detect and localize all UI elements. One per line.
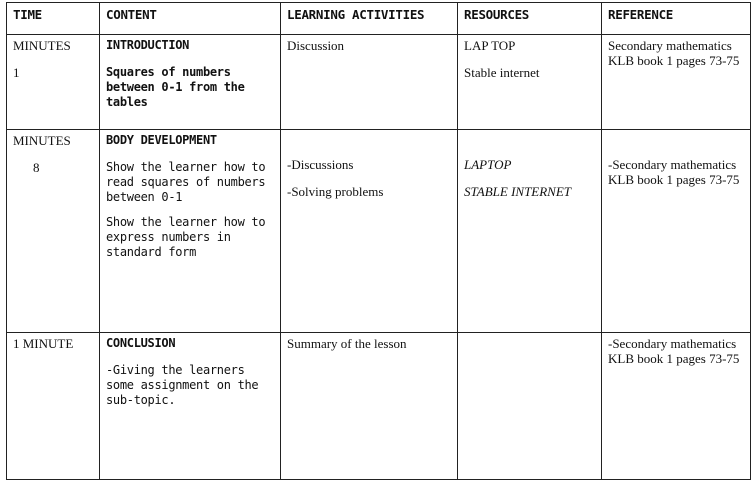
time-value: 1 <box>13 65 20 81</box>
content-line: Squares of numbers between 0-1 from the tables <box>106 65 245 110</box>
time-value: 8 <box>33 160 40 176</box>
content-cell <box>100 333 281 480</box>
table-row <box>7 333 751 480</box>
time-cell <box>7 130 100 333</box>
resource-item: STABLE INTERNET <box>464 184 572 200</box>
header-time: TIME <box>7 3 100 35</box>
content-cell <box>100 130 281 333</box>
header-activities: LEARNING ACTIVITIES <box>281 3 458 35</box>
header-row <box>7 3 751 35</box>
activity-item: -Discussions <box>287 157 354 173</box>
activities-cell <box>281 35 458 130</box>
content-cell <box>100 35 281 130</box>
content-title: CONCLUSION <box>106 336 176 351</box>
activity-item: -Solving problems <box>287 184 384 200</box>
reference-text: -Secondary mathematics KLB book 1 pages 73-75 <box>608 157 740 188</box>
reference-text: -Secondary mathematics KLB book 1 pages 73-75 <box>608 336 740 367</box>
resources-cell <box>458 130 602 333</box>
reference-text: Secondary mathematics KLB book 1 pages 73-75 <box>608 38 740 69</box>
table-row <box>7 130 751 333</box>
activities-cell <box>281 333 458 480</box>
resources-cell <box>458 35 602 130</box>
content-line: Show the learner how to express numbers in standard form <box>106 215 266 260</box>
resource-item: LAP TOP <box>464 38 516 54</box>
header-reference: REFERENCE <box>602 3 751 35</box>
lesson-plan-table <box>6 2 751 480</box>
content-line: Show the learner how to read squares of numbers between 0-1 <box>106 160 266 205</box>
resource-item: Stable internet <box>464 65 540 81</box>
time-label: MINUTES <box>13 133 71 149</box>
reference-cell <box>602 35 751 130</box>
resources-cell <box>458 333 602 480</box>
activity-item: Discussion <box>287 38 345 54</box>
table-row <box>7 35 751 130</box>
activity-item: Summary of the lesson <box>287 336 407 352</box>
content-title: INTRODUCTION <box>106 38 190 53</box>
time-label: 1 MINUTE <box>13 336 74 352</box>
time-label: MINUTES <box>13 38 71 54</box>
content-title: BODY DEVELOPMENT <box>106 133 217 148</box>
reference-cell <box>602 333 751 480</box>
activities-cell <box>281 130 458 333</box>
time-cell <box>7 333 100 480</box>
header-resources: RESOURCES <box>458 3 602 35</box>
header-content: CONTENT <box>100 3 281 35</box>
time-cell <box>7 35 100 130</box>
reference-cell <box>602 130 751 333</box>
content-line: -Giving the learners some assignment on the sub-topic. <box>106 363 259 408</box>
resource-item: LAPTOP <box>464 157 512 173</box>
